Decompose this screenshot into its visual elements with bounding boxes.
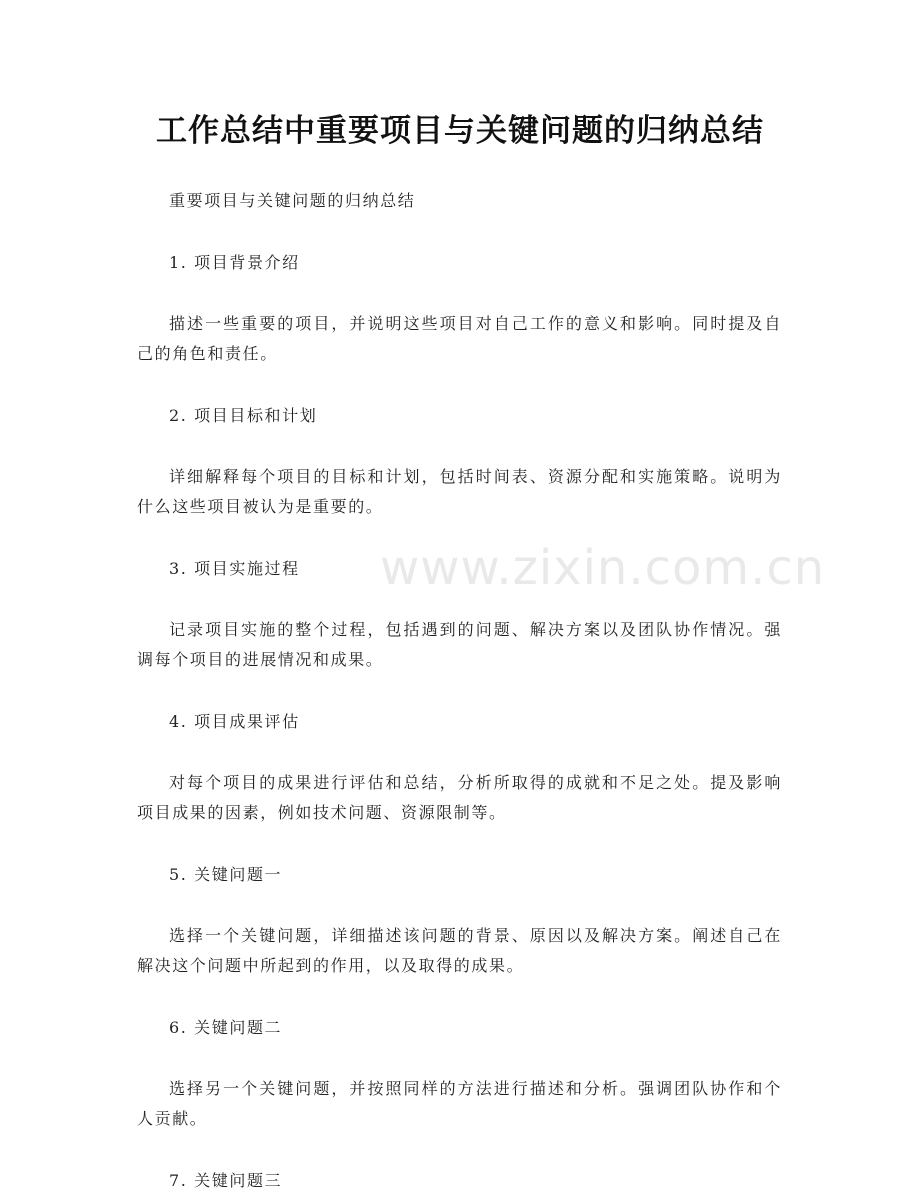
section-body-3: 记录项目实施的整个过程，包括遇到的问题、解决方案以及团队协作情况。强调每个项目的进展情况和成果。 [137,620,782,669]
section-body-6: 选择另一个关键问题，并按照同样的方法进行描述和分析。强调团队协作和个人贡献。 [137,1079,782,1128]
section-heading-3: 3. 项目实施过程 [169,559,300,578]
section-body-1: 描述一些重要的项目，并说明这些项目对自己工作的意义和影响。同时提及自己的角色和责任。 [137,314,782,363]
section-heading-4: 4. 项目成果评估 [169,712,300,731]
document-body [137,186,782,1196]
section-heading-1: 1. 项目背景介绍 [169,253,300,272]
intro-paragraph: 重要项目与关键问题的归纳总结 [169,191,416,210]
section-heading-7: 7. 关键问题三 [169,1171,283,1190]
section-body-5: 选择一个关键问题，详细描述该问题的背景、原因以及解决方案。阐述自己在解决这个问题中所起到的作用，以及取得的成果。 [137,926,782,975]
section-body-4: 对每个项目的成果进行评估和总结，分析所取得的成就和不足之处。提及影响项目成果的因素，例如技术问题、资源限制等。 [137,773,782,822]
section-heading-5: 5. 关键问题一 [169,865,283,884]
section-heading-2: 2. 项目目标和计划 [169,406,318,425]
watermark: www.zixin.com.cn [380,540,826,596]
document-title: 工作总结中重要项目与关键问题的归纳总结 [156,113,764,149]
section-body-2: 详细解释每个项目的目标和计划，包括时间表、资源分配和实施策略。说明为什么这些项目被认为是重要的。 [137,467,782,516]
section-heading-6: 6. 关键问题二 [169,1018,283,1037]
